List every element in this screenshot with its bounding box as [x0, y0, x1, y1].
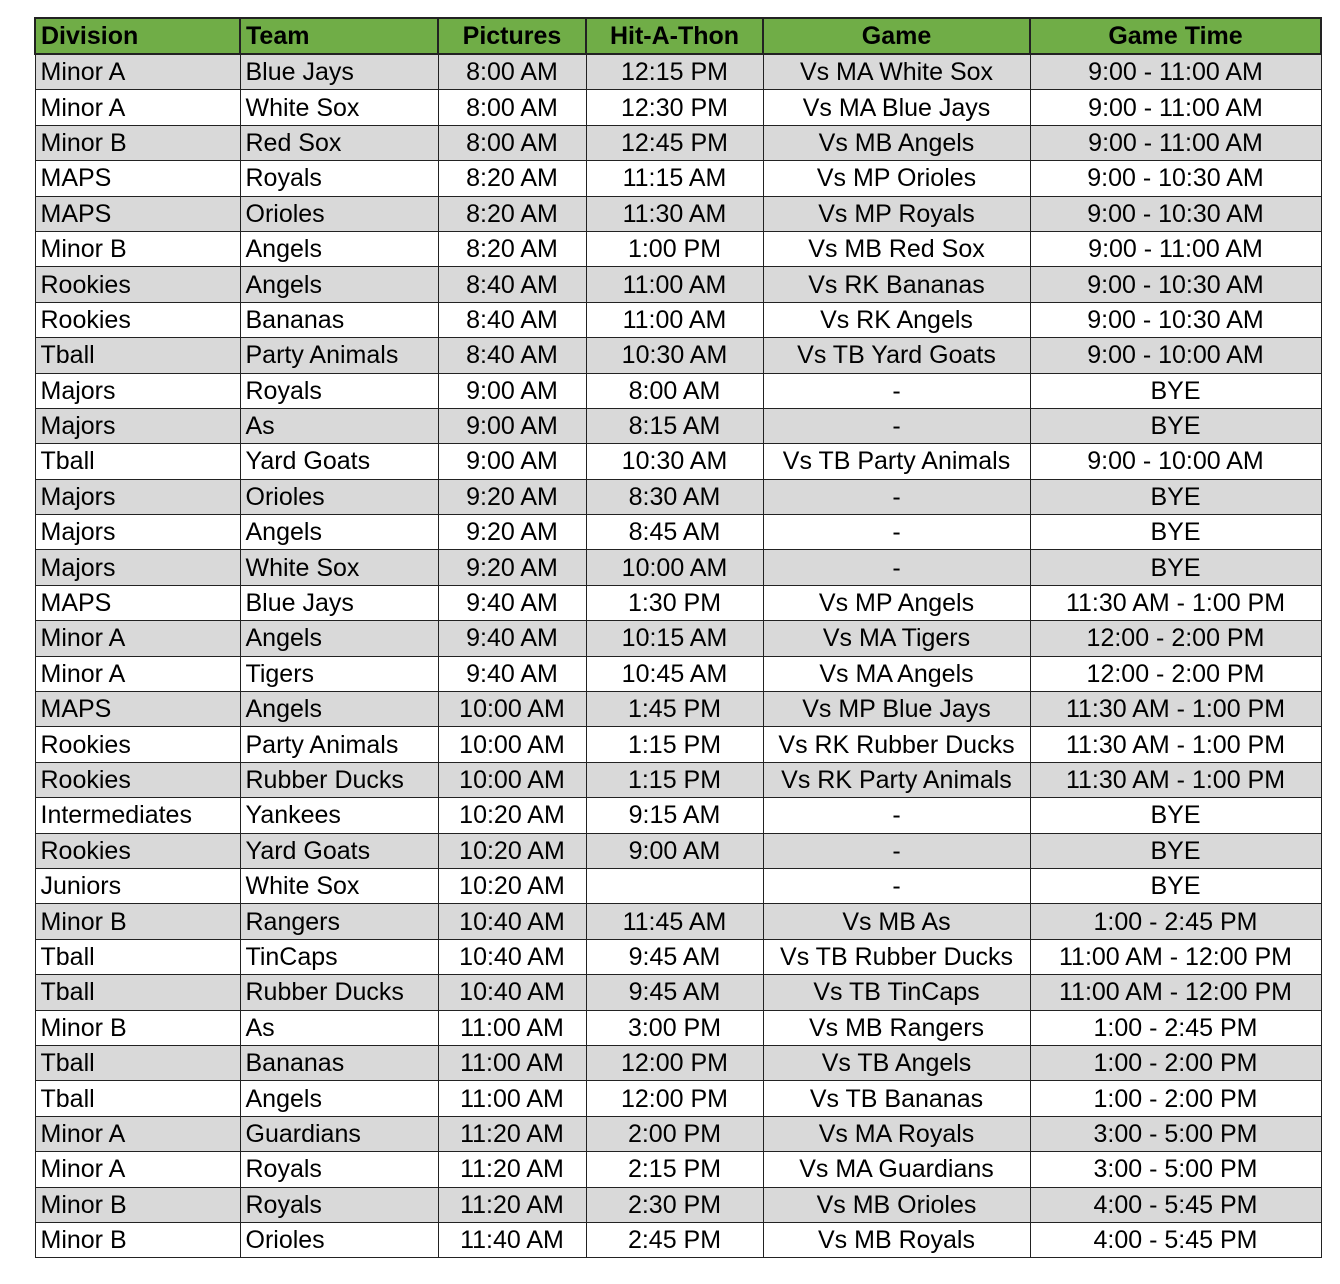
table-row — [35, 1116, 1321, 1151]
cell-game-time: 3:00 - 5:00 PM — [1030, 1116, 1321, 1151]
cell-hit-a-thon: 8:45 AM — [586, 515, 763, 550]
cell-game: Vs RK Angels — [763, 302, 1030, 337]
cell-team: Angels — [240, 692, 438, 727]
table-row — [35, 1152, 1321, 1187]
cell-team: Bananas — [240, 1045, 438, 1080]
cell-team: Yard Goats — [240, 833, 438, 868]
cell-game-time: 9:00 - 11:00 AM — [1030, 90, 1321, 125]
cell-game: Vs MB Angels — [763, 125, 1030, 160]
cell-hit-a-thon: 10:15 AM — [586, 621, 763, 656]
cell-game-time: 3:00 - 5:00 PM — [1030, 1152, 1321, 1187]
cell-team: Guardians — [240, 1116, 438, 1151]
cell-pictures: 8:20 AM — [438, 161, 586, 196]
cell-team: Yard Goats — [240, 444, 438, 479]
cell-game-time: 12:00 - 2:00 PM — [1030, 656, 1321, 691]
cell-pictures: 8:00 AM — [438, 90, 586, 125]
cell-hit-a-thon: 1:15 PM — [586, 727, 763, 762]
cell-game: Vs MB As — [763, 904, 1030, 939]
schedule-table — [34, 17, 1322, 1258]
cell-team: Red Sox — [240, 125, 438, 160]
cell-division: Minor A — [35, 90, 240, 125]
cell-hit-a-thon: 1:45 PM — [586, 692, 763, 727]
header-game: Game — [763, 18, 1030, 54]
table-row — [35, 868, 1321, 903]
cell-game: Vs MP Royals — [763, 196, 1030, 231]
cell-pictures: 11:20 AM — [438, 1152, 586, 1187]
table-row — [35, 125, 1321, 160]
cell-hit-a-thon: 10:00 AM — [586, 550, 763, 585]
cell-game-time: 1:00 - 2:00 PM — [1030, 1045, 1321, 1080]
cell-pictures: 9:20 AM — [438, 479, 586, 514]
cell-team: As — [240, 408, 438, 443]
cell-game: Vs TB Yard Goats — [763, 338, 1030, 373]
cell-hit-a-thon: 12:30 PM — [586, 90, 763, 125]
cell-hit-a-thon: 9:00 AM — [586, 833, 763, 868]
cell-pictures: 9:20 AM — [438, 550, 586, 585]
cell-game: Vs MP Angels — [763, 585, 1030, 620]
table-row — [35, 621, 1321, 656]
cell-division: Intermediates — [35, 798, 240, 833]
cell-hit-a-thon: 2:00 PM — [586, 1116, 763, 1151]
cell-team: Rubber Ducks — [240, 975, 438, 1010]
cell-division: Rookies — [35, 833, 240, 868]
cell-pictures: 9:40 AM — [438, 656, 586, 691]
cell-division: Rookies — [35, 727, 240, 762]
cell-pictures: 9:00 AM — [438, 373, 586, 408]
cell-hit-a-thon: 11:00 AM — [586, 267, 763, 302]
cell-hit-a-thon: 8:00 AM — [586, 373, 763, 408]
table-row — [35, 479, 1321, 514]
cell-pictures: 10:20 AM — [438, 798, 586, 833]
cell-game-time: 9:00 - 11:00 AM — [1030, 231, 1321, 266]
cell-game-time: 1:00 - 2:00 PM — [1030, 1081, 1321, 1116]
cell-game-time: 4:00 - 5:45 PM — [1030, 1187, 1321, 1222]
cell-hit-a-thon: 10:30 AM — [586, 444, 763, 479]
cell-game: - — [763, 550, 1030, 585]
cell-game: Vs MA Tigers — [763, 621, 1030, 656]
cell-hit-a-thon: 12:00 PM — [586, 1081, 763, 1116]
cell-game-time: 1:00 - 2:45 PM — [1030, 1010, 1321, 1045]
cell-division: Tball — [35, 1081, 240, 1116]
cell-game: Vs MB Orioles — [763, 1187, 1030, 1222]
cell-game: - — [763, 868, 1030, 903]
cell-division: Tball — [35, 338, 240, 373]
table-row — [35, 196, 1321, 231]
cell-team: White Sox — [240, 90, 438, 125]
cell-game-time: 9:00 - 10:30 AM — [1030, 267, 1321, 302]
cell-team: As — [240, 1010, 438, 1045]
cell-team: Blue Jays — [240, 54, 438, 90]
cell-game: Vs MA Blue Jays — [763, 90, 1030, 125]
cell-division: MAPS — [35, 585, 240, 620]
table-row — [35, 1010, 1321, 1045]
cell-game-time: BYE — [1030, 515, 1321, 550]
cell-team: White Sox — [240, 550, 438, 585]
cell-hit-a-thon: 2:30 PM — [586, 1187, 763, 1222]
cell-hit-a-thon: 9:15 AM — [586, 798, 763, 833]
cell-pictures: 8:40 AM — [438, 302, 586, 337]
table-row — [35, 302, 1321, 337]
table-row — [35, 90, 1321, 125]
cell-game-time: 4:00 - 5:45 PM — [1030, 1222, 1321, 1257]
cell-division: Juniors — [35, 868, 240, 903]
cell-game-time: BYE — [1030, 550, 1321, 585]
cell-hit-a-thon: 12:00 PM — [586, 1045, 763, 1080]
cell-game: Vs MA Angels — [763, 656, 1030, 691]
cell-hit-a-thon: 11:15 AM — [586, 161, 763, 196]
cell-game: - — [763, 408, 1030, 443]
cell-game-time: 9:00 - 10:00 AM — [1030, 338, 1321, 373]
cell-game: Vs MP Orioles — [763, 161, 1030, 196]
cell-game: Vs MA White Sox — [763, 54, 1030, 90]
cell-pictures: 11:20 AM — [438, 1187, 586, 1222]
cell-game-time: 11:30 AM - 1:00 PM — [1030, 727, 1321, 762]
cell-division: Majors — [35, 408, 240, 443]
table-header — [35, 18, 1321, 54]
cell-game-time: 9:00 - 10:00 AM — [1030, 444, 1321, 479]
cell-division: Majors — [35, 515, 240, 550]
header-pictures: Pictures — [438, 18, 586, 54]
cell-game-time: BYE — [1030, 479, 1321, 514]
cell-division: Minor A — [35, 54, 240, 90]
cell-game-time: BYE — [1030, 408, 1321, 443]
cell-division: Tball — [35, 444, 240, 479]
cell-division: Minor B — [35, 1010, 240, 1045]
cell-hit-a-thon: 3:00 PM — [586, 1010, 763, 1045]
table-row — [35, 762, 1321, 797]
cell-game: Vs RK Rubber Ducks — [763, 727, 1030, 762]
cell-team: Royals — [240, 1187, 438, 1222]
cell-hit-a-thon: 8:30 AM — [586, 479, 763, 514]
table-row — [35, 585, 1321, 620]
cell-game: - — [763, 373, 1030, 408]
cell-pictures: 9:00 AM — [438, 408, 586, 443]
cell-division: MAPS — [35, 692, 240, 727]
table-row — [35, 1081, 1321, 1116]
cell-division: Minor A — [35, 1152, 240, 1187]
header-team: Team — [240, 18, 438, 54]
table-row — [35, 550, 1321, 585]
cell-game: Vs RK Party Animals — [763, 762, 1030, 797]
cell-team: Orioles — [240, 479, 438, 514]
cell-game-time: 11:30 AM - 1:00 PM — [1030, 585, 1321, 620]
header-division: Division — [35, 18, 240, 54]
cell-team: Angels — [240, 267, 438, 302]
cell-team: Rubber Ducks — [240, 762, 438, 797]
table-row — [35, 975, 1321, 1010]
cell-team: Tigers — [240, 656, 438, 691]
cell-pictures: 8:40 AM — [438, 338, 586, 373]
table-row — [35, 904, 1321, 939]
table-row — [35, 1187, 1321, 1222]
cell-game: Vs RK Bananas — [763, 267, 1030, 302]
cell-game-time: 11:00 AM - 12:00 PM — [1030, 975, 1321, 1010]
cell-game: - — [763, 515, 1030, 550]
cell-team: Party Animals — [240, 338, 438, 373]
cell-pictures: 10:00 AM — [438, 762, 586, 797]
cell-team: Bananas — [240, 302, 438, 337]
cell-team: Rangers — [240, 904, 438, 939]
cell-game-time: 9:00 - 10:30 AM — [1030, 161, 1321, 196]
cell-pictures: 9:40 AM — [438, 585, 586, 620]
cell-division: Tball — [35, 1045, 240, 1080]
cell-hit-a-thon: 9:45 AM — [586, 939, 763, 974]
cell-division: Minor B — [35, 125, 240, 160]
cell-pictures: 10:00 AM — [438, 692, 586, 727]
cell-division: Majors — [35, 479, 240, 514]
cell-pictures: 8:00 AM — [438, 125, 586, 160]
cell-team: Party Animals — [240, 727, 438, 762]
table-row — [35, 515, 1321, 550]
cell-game: Vs TB Angels — [763, 1045, 1030, 1080]
header-hit-a-thon: Hit-A-Thon — [586, 18, 763, 54]
cell-hit-a-thon: 1:00 PM — [586, 231, 763, 266]
cell-division: Minor A — [35, 1116, 240, 1151]
table-row — [35, 798, 1321, 833]
cell-game: Vs MB Royals — [763, 1222, 1030, 1257]
cell-game: Vs MA Guardians — [763, 1152, 1030, 1187]
cell-game: Vs TB Rubber Ducks — [763, 939, 1030, 974]
header-game-time: Game Time — [1030, 18, 1321, 54]
cell-game-time: 12:00 - 2:00 PM — [1030, 621, 1321, 656]
header-row — [35, 18, 1321, 54]
cell-team: Angels — [240, 515, 438, 550]
cell-hit-a-thon: 11:45 AM — [586, 904, 763, 939]
cell-pictures: 8:20 AM — [438, 196, 586, 231]
cell-team: White Sox — [240, 868, 438, 903]
cell-game-time: 11:30 AM - 1:00 PM — [1030, 692, 1321, 727]
cell-pictures: 8:20 AM — [438, 231, 586, 266]
table-row — [35, 231, 1321, 266]
cell-hit-a-thon: 12:45 PM — [586, 125, 763, 160]
cell-pictures: 10:40 AM — [438, 939, 586, 974]
cell-hit-a-thon: 1:30 PM — [586, 585, 763, 620]
cell-game-time: 1:00 - 2:45 PM — [1030, 904, 1321, 939]
cell-hit-a-thon: 10:30 AM — [586, 338, 763, 373]
table-row — [35, 727, 1321, 762]
cell-division: Majors — [35, 373, 240, 408]
table-row — [35, 373, 1321, 408]
cell-team: Orioles — [240, 1222, 438, 1257]
cell-pictures: 11:20 AM — [438, 1116, 586, 1151]
cell-game: Vs MP Blue Jays — [763, 692, 1030, 727]
table-row — [35, 1222, 1321, 1257]
cell-team: Orioles — [240, 196, 438, 231]
table-row — [35, 656, 1321, 691]
cell-team: Angels — [240, 1081, 438, 1116]
cell-game-time: BYE — [1030, 833, 1321, 868]
cell-hit-a-thon: 9:45 AM — [586, 975, 763, 1010]
cell-game-time: 9:00 - 11:00 AM — [1030, 54, 1321, 90]
cell-team: Royals — [240, 373, 438, 408]
cell-pictures: 9:00 AM — [438, 444, 586, 479]
cell-division: Tball — [35, 939, 240, 974]
cell-hit-a-thon: 12:15 PM — [586, 54, 763, 90]
cell-game-time: 9:00 - 11:00 AM — [1030, 125, 1321, 160]
cell-hit-a-thon: 2:15 PM — [586, 1152, 763, 1187]
cell-pictures: 10:00 AM — [438, 727, 586, 762]
cell-division: Rookies — [35, 302, 240, 337]
cell-game-time: BYE — [1030, 868, 1321, 903]
cell-division: Minor A — [35, 656, 240, 691]
table-row — [35, 833, 1321, 868]
cell-team: Angels — [240, 621, 438, 656]
cell-game-time: 11:00 AM - 12:00 PM — [1030, 939, 1321, 974]
cell-game: Vs MB Red Sox — [763, 231, 1030, 266]
cell-division: Majors — [35, 550, 240, 585]
cell-division: Minor B — [35, 231, 240, 266]
cell-team: Blue Jays — [240, 585, 438, 620]
cell-division: Minor B — [35, 1187, 240, 1222]
table-row — [35, 1045, 1321, 1080]
table-row — [35, 161, 1321, 196]
cell-division: Minor B — [35, 1222, 240, 1257]
cell-pictures: 10:20 AM — [438, 833, 586, 868]
cell-pictures: 11:00 AM — [438, 1081, 586, 1116]
cell-hit-a-thon: 10:45 AM — [586, 656, 763, 691]
cell-game: Vs TB Bananas — [763, 1081, 1030, 1116]
table-row — [35, 54, 1321, 90]
cell-pictures: 11:00 AM — [438, 1045, 586, 1080]
cell-pictures: 8:40 AM — [438, 267, 586, 302]
cell-hit-a-thon: 8:15 AM — [586, 408, 763, 443]
table-row — [35, 444, 1321, 479]
cell-pictures: 9:40 AM — [438, 621, 586, 656]
cell-division: Tball — [35, 975, 240, 1010]
cell-game: Vs TB Party Animals — [763, 444, 1030, 479]
cell-hit-a-thon: 11:30 AM — [586, 196, 763, 231]
cell-team: Angels — [240, 231, 438, 266]
cell-pictures: 11:00 AM — [438, 1010, 586, 1045]
table-row — [35, 267, 1321, 302]
cell-game: Vs TB TinCaps — [763, 975, 1030, 1010]
cell-pictures: 11:40 AM — [438, 1222, 586, 1257]
cell-game: Vs MB Rangers — [763, 1010, 1030, 1045]
cell-team: Royals — [240, 161, 438, 196]
cell-game: - — [763, 798, 1030, 833]
cell-hit-a-thon: 2:45 PM — [586, 1222, 763, 1257]
cell-game-time: 9:00 - 10:30 AM — [1030, 302, 1321, 337]
table-row — [35, 939, 1321, 974]
cell-game: - — [763, 833, 1030, 868]
cell-division: Rookies — [35, 267, 240, 302]
table-row — [35, 408, 1321, 443]
cell-pictures: 10:40 AM — [438, 975, 586, 1010]
cell-pictures: 9:20 AM — [438, 515, 586, 550]
cell-division: Rookies — [35, 762, 240, 797]
cell-game-time: 11:30 AM - 1:00 PM — [1030, 762, 1321, 797]
cell-hit-a-thon — [586, 868, 763, 903]
cell-game: - — [763, 479, 1030, 514]
cell-team: TinCaps — [240, 939, 438, 974]
cell-game-time: 9:00 - 10:30 AM — [1030, 196, 1321, 231]
cell-hit-a-thon: 11:00 AM — [586, 302, 763, 337]
cell-team: Yankees — [240, 798, 438, 833]
cell-game-time: BYE — [1030, 798, 1321, 833]
cell-division: Minor A — [35, 621, 240, 656]
cell-game: Vs MA Royals — [763, 1116, 1030, 1151]
cell-pictures: 8:00 AM — [438, 54, 586, 90]
table-body — [35, 54, 1321, 1258]
cell-game-time: BYE — [1030, 373, 1321, 408]
table-row — [35, 692, 1321, 727]
cell-division: Minor B — [35, 904, 240, 939]
table-row — [35, 338, 1321, 373]
cell-pictures: 10:20 AM — [438, 868, 586, 903]
cell-division: MAPS — [35, 196, 240, 231]
cell-team: Royals — [240, 1152, 438, 1187]
cell-hit-a-thon: 1:15 PM — [586, 762, 763, 797]
cell-pictures: 10:40 AM — [438, 904, 586, 939]
cell-division: MAPS — [35, 161, 240, 196]
